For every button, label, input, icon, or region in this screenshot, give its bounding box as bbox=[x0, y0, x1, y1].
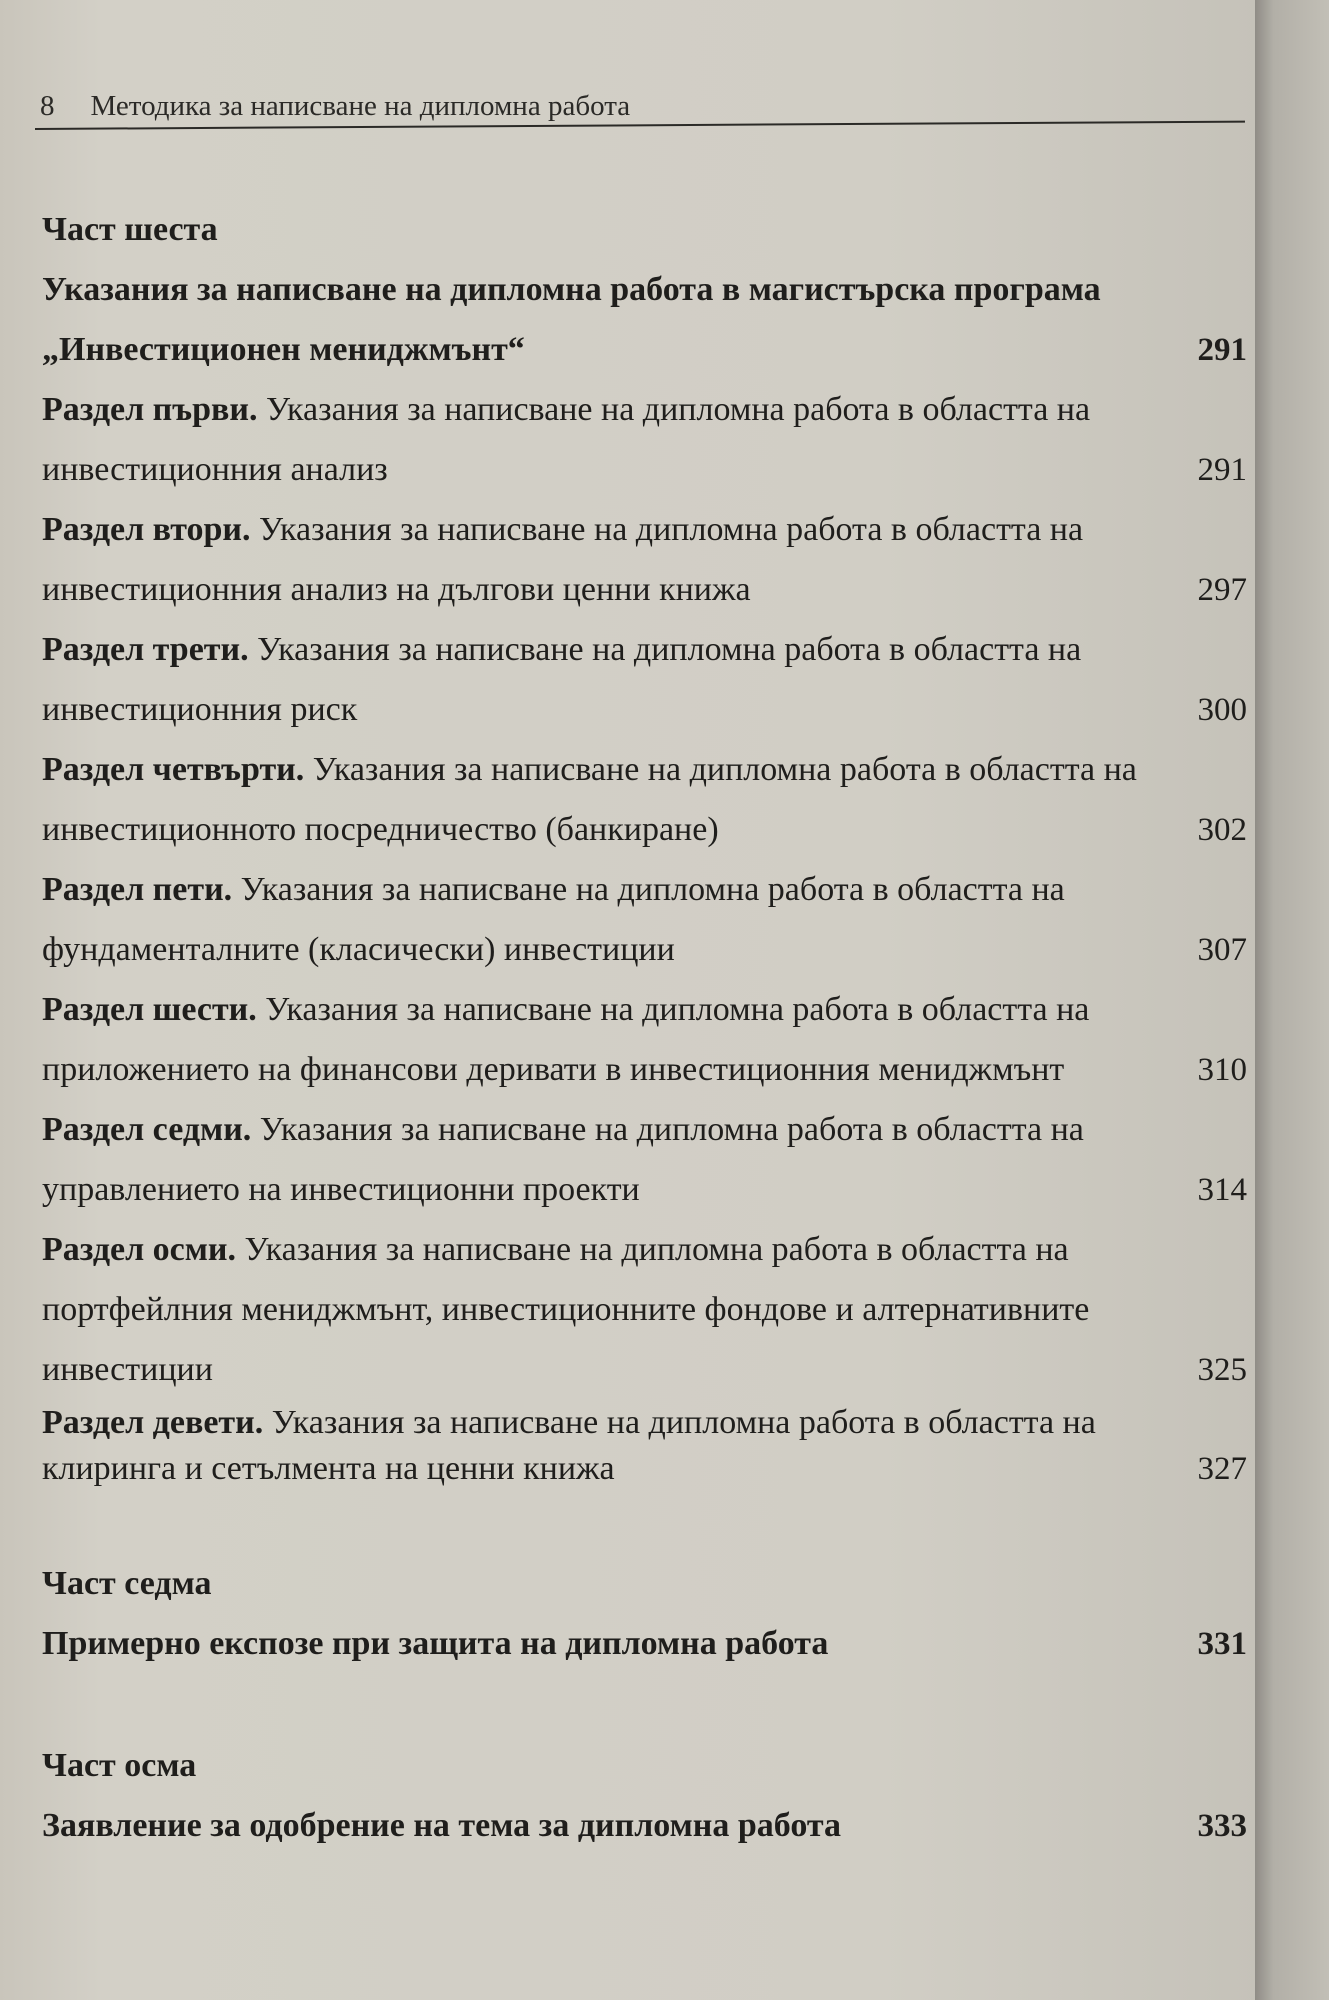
section-9-text: Указания за написване на дипломна работа в областта на клиринга и сетълмента на ценни книжа bbox=[42, 1404, 1096, 1487]
part-6-label: Част шеста bbox=[42, 211, 218, 248]
toc-entry-section-3 bbox=[42, 620, 1247, 740]
section-5-text: Указания за написване на дипломна работа в областта на фундаменталните (класически) инвестиции bbox=[42, 871, 1065, 968]
section-8-page: 325 bbox=[1197, 1352, 1247, 1388]
toc-entry-section-2 bbox=[42, 500, 1247, 620]
section-8-name: Раздел осми. bbox=[42, 1231, 237, 1268]
toc-entry-section-1 bbox=[42, 380, 1247, 500]
toc-entry-section-7 bbox=[42, 1100, 1247, 1220]
part-7-page: 331 bbox=[1197, 1626, 1247, 1662]
part-8-label: Част осма bbox=[42, 1747, 197, 1784]
toc-entry-section-4 bbox=[42, 740, 1247, 860]
section-7-text: Указания за написване на дипломна работа в областта на управлението на инвестиционни проекти bbox=[42, 1111, 1084, 1208]
section-1-name: Раздел първи. bbox=[42, 391, 258, 428]
section-7-page: 314 bbox=[1197, 1172, 1247, 1208]
part-8-title: Заявление за одобрение на тема за дипломна работа bbox=[42, 1807, 841, 1844]
section-4-text: Указания за написване на дипломна работа в областта на инвестиционното посредничество (банкиране) bbox=[42, 751, 1137, 848]
section-9-name: Раздел девети. bbox=[42, 1404, 264, 1441]
part-8-page: 333 bbox=[1197, 1808, 1247, 1844]
section-4-name: Раздел четвърти. bbox=[42, 751, 305, 788]
section-6-name: Раздел шести. bbox=[42, 991, 257, 1028]
toc-entry-section-8 bbox=[42, 1220, 1247, 1400]
section-8-text: Указания за написване на дипломна работа в областта на портфейлния мениджмънт, инвестиционните фондове и алтернативните инвестиции bbox=[42, 1231, 1090, 1388]
toc-entry-section-5 bbox=[42, 860, 1247, 980]
section-4-page: 302 bbox=[1197, 812, 1247, 848]
section-1-text: Указания за написване на дипломна работа в областта на инвестиционния анализ bbox=[42, 391, 1091, 488]
part-6-title: Указания за написване на дипломна работа в магистърска програма „Инвестиционен мениджмънт“ bbox=[42, 271, 1101, 368]
section-3-text: Указания за написване на дипломна работа в областта на инвестиционния риск bbox=[42, 631, 1082, 728]
section-2-page: 297 bbox=[1197, 572, 1247, 608]
part-6-entry bbox=[42, 260, 1247, 380]
running-title: Методика за написване на дипломна работа bbox=[90, 90, 631, 122]
section-6-page: 310 bbox=[1197, 1052, 1247, 1088]
section-7-name: Раздел седми. bbox=[42, 1111, 252, 1148]
part-7-entry bbox=[42, 1614, 1247, 1674]
part-6-page: 291 bbox=[1197, 332, 1247, 368]
adjacent-page-edge bbox=[1255, 0, 1329, 2000]
section-9-page: 327 bbox=[1197, 1451, 1247, 1487]
toc-entry-section-6 bbox=[42, 980, 1247, 1100]
part-7-title: Примерно експозе при защита на дипломна работа bbox=[42, 1625, 829, 1662]
section-1-page: 291 bbox=[1197, 452, 1247, 488]
section-2-text: Указания за написване на дипломна работа в областта на инвестиционния анализ на дългови ценни книжа bbox=[42, 511, 1084, 608]
part-7-label: Част седма bbox=[42, 1565, 212, 1602]
section-2-name: Раздел втори. bbox=[42, 511, 251, 548]
page-number: 8 bbox=[40, 90, 55, 122]
part-8-entry bbox=[42, 1796, 1247, 1856]
running-header bbox=[40, 90, 630, 123]
section-5-name: Раздел пети. bbox=[42, 871, 233, 908]
section-6-text: Указания за написване на дипломна работа в областта на приложението на финансови деривати в инвестиционния мениджмънт bbox=[42, 991, 1090, 1088]
section-3-page: 300 bbox=[1197, 692, 1247, 728]
table-of-contents bbox=[42, 200, 1247, 1856]
toc-entry-section-9 bbox=[42, 1400, 1247, 1492]
section-5-page: 307 bbox=[1197, 932, 1247, 968]
section-3-name: Раздел трети. bbox=[42, 631, 249, 668]
